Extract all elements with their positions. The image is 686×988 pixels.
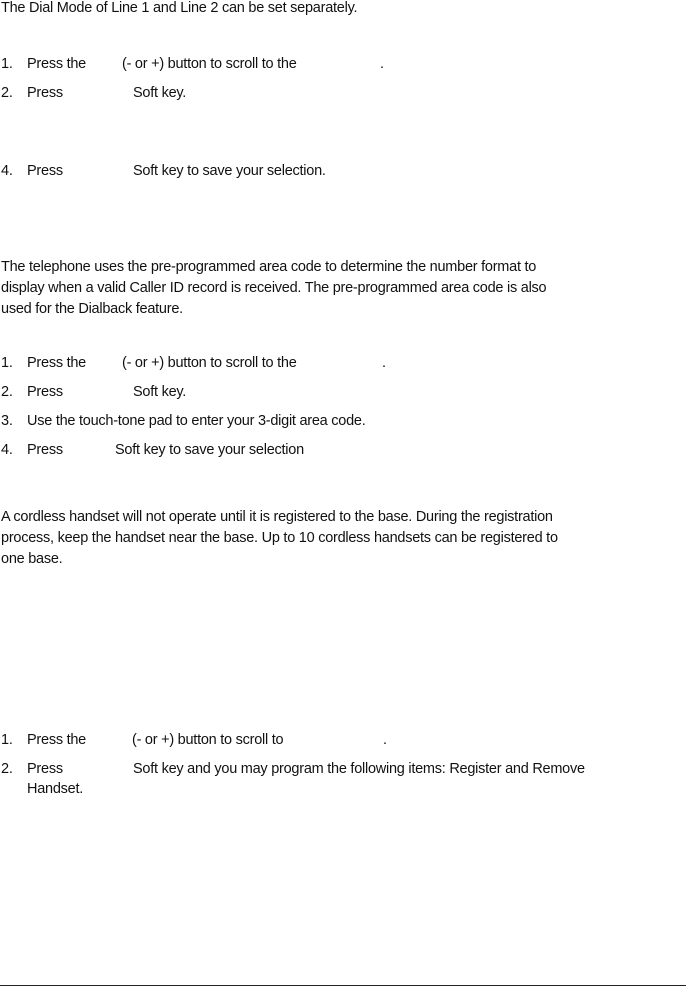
step-text: . xyxy=(383,732,387,748)
step-text: (- or +) button to scroll to the xyxy=(122,355,297,371)
footer-divider xyxy=(0,985,686,986)
step-text: Press the xyxy=(27,732,86,748)
step-text: Press the xyxy=(27,355,86,371)
dial-mode-intro: The Dial Mode of Line 1 and Line 2 can be set separately. xyxy=(1,0,358,16)
step-number: 3. xyxy=(1,413,13,429)
step-number: 1. xyxy=(1,56,13,72)
step-number: 2. xyxy=(1,384,13,400)
step-text: Use the touch-tone pad to enter your 3-digit area code. xyxy=(27,413,366,429)
registration-intro: A cordless handset will not operate until it is registered to the base. During the registration process, keep the handset near the base. Up to 10 cordless handsets can be registered to one base. xyxy=(1,509,558,567)
step-text: (- or +) button to scroll to the xyxy=(122,56,297,72)
step-text: (- or +) button to scroll to xyxy=(132,732,284,748)
step-text: Soft key to save your selection. xyxy=(133,163,326,179)
step-text: . xyxy=(380,56,384,72)
step-text: Soft key to save your selection xyxy=(115,442,304,458)
step-text: Soft key. xyxy=(133,85,187,101)
step-number: 1. xyxy=(1,732,13,748)
step-text: Press xyxy=(27,85,63,101)
step-number: 4. xyxy=(1,442,13,458)
step-number: 2. xyxy=(1,85,13,101)
step-text: Press the xyxy=(27,56,86,72)
step-number: 2. xyxy=(1,761,13,777)
step-text: Press xyxy=(27,442,63,458)
step-text: Soft key and you may program the following items: Register and Remove xyxy=(133,761,585,777)
step-text: Press xyxy=(27,761,63,777)
step-text: Press xyxy=(27,163,63,179)
step-text: . xyxy=(382,355,386,371)
registration-step-2-continuation: Handset. xyxy=(27,781,84,797)
area-code-intro: The telephone uses the pre-programmed area code to determine the number format to display when a valid Caller ID record is received. The pre-programmed area code is also used for the Dialback feature. xyxy=(1,259,547,317)
step-text: Press xyxy=(27,384,63,400)
step-number: 4. xyxy=(1,163,13,179)
step-text: Soft key. xyxy=(133,384,187,400)
step-number: 1. xyxy=(1,355,13,371)
